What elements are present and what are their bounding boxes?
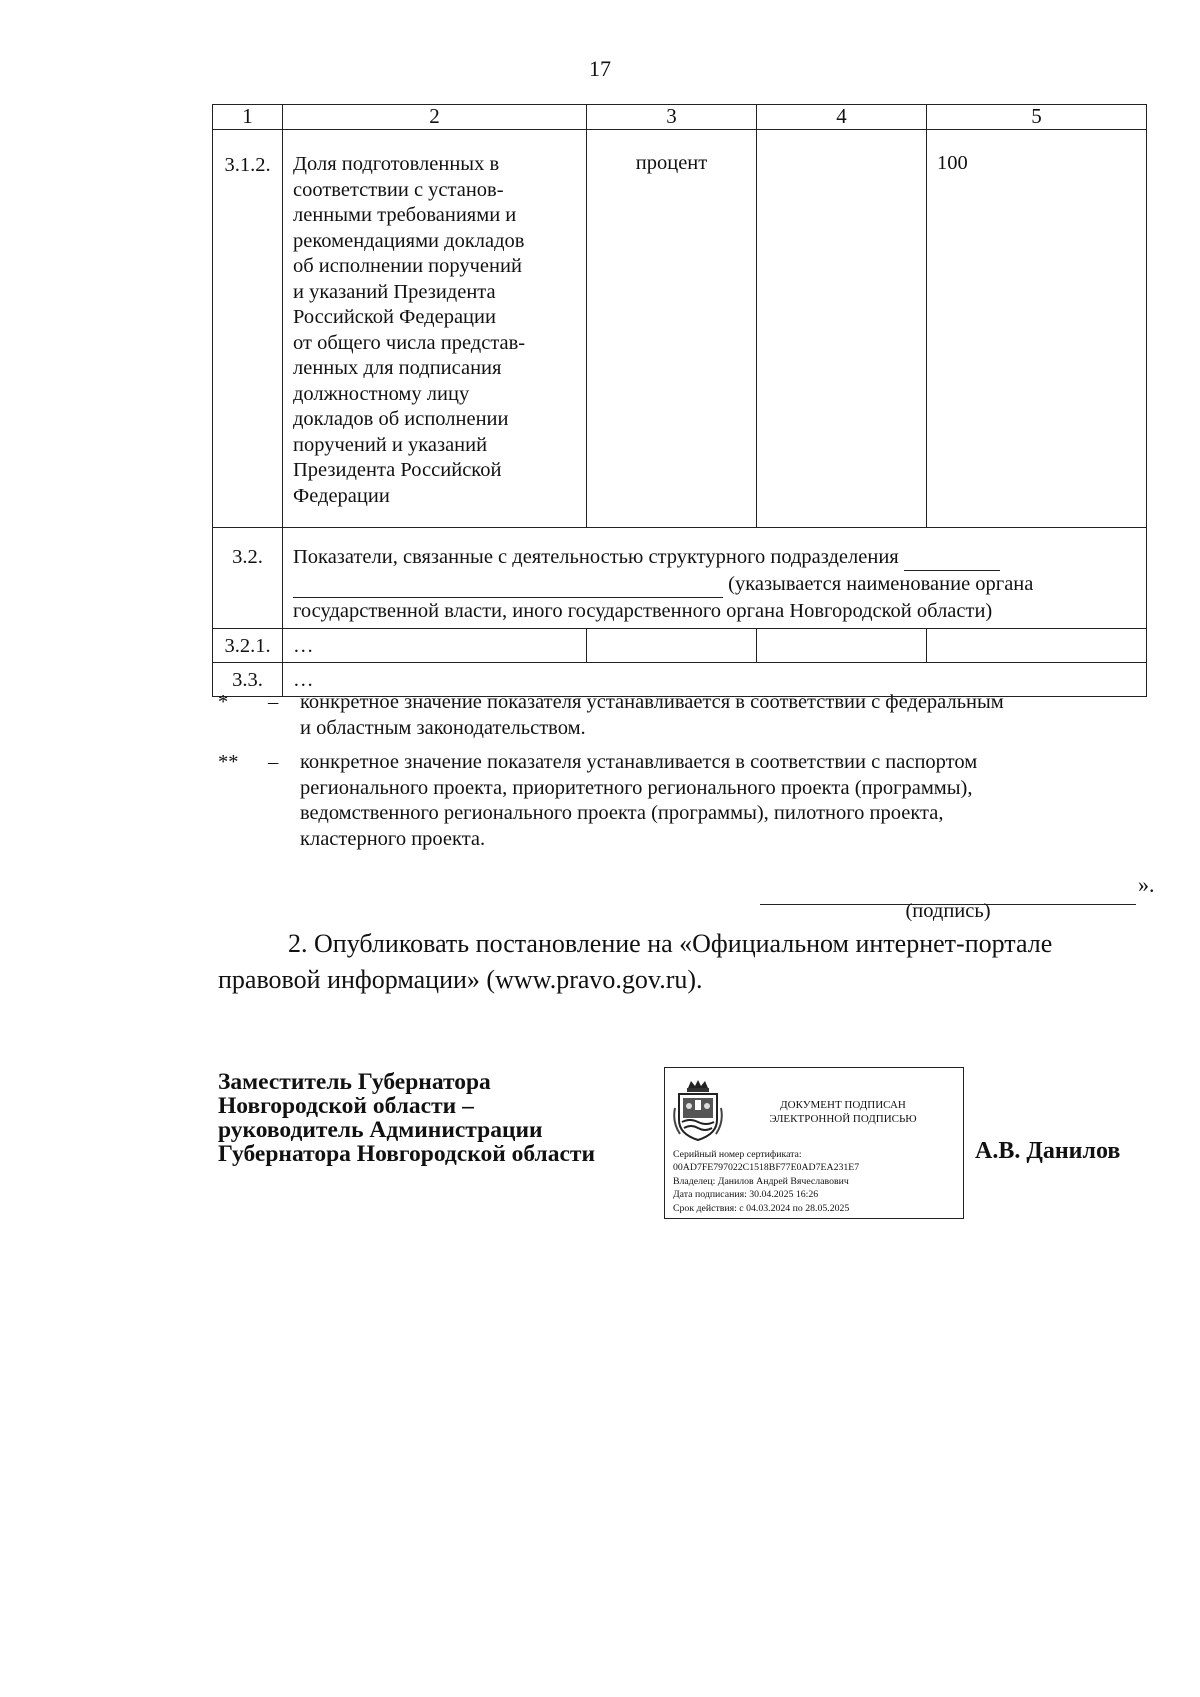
cert-label: Серийный номер сертификата: — [673, 1149, 802, 1160]
footnote-dash: – — [268, 691, 279, 713]
position-line: Губернатора Новгородской области — [218, 1141, 595, 1167]
paragraph-line: 2. Опубликовать постановление на «Официальном интернет-портале — [288, 929, 1053, 958]
section-heading-cell — [283, 528, 1147, 629]
ellipsis-cell: … — [283, 663, 1147, 697]
indicator-table — [212, 104, 1147, 697]
footnote-line: регионального проекта, приоритетного регионального проекта (программы), — [300, 776, 973, 799]
text-line: докладов об исполнении — [293, 408, 509, 430]
text-line: Доля подготовленных в — [293, 153, 500, 175]
text-line: соответствии с установ- — [293, 178, 504, 201]
row-number: 3.2. — [213, 528, 283, 629]
empty-cell — [757, 629, 927, 663]
signature-caption: (подпись) — [905, 900, 991, 922]
text-line: ленными требованиями и — [293, 204, 517, 226]
unit-cell: процент — [587, 130, 757, 528]
table-row — [213, 629, 1147, 663]
indicator-name — [283, 130, 587, 528]
novgorod-coat-of-arms-icon — [673, 1078, 723, 1144]
header-cell: 3 — [587, 105, 757, 130]
footnote-line: конкретное значение показателя устанавливается в соответствии с паспортом — [300, 751, 978, 773]
electronic-signature-stamp — [664, 1067, 964, 1219]
stamp-heading-line: ДОКУМЕНТ ПОДПИСАН — [780, 1099, 906, 1111]
section-text: государственной власти, иного государственного органа Новгородской области) — [293, 600, 993, 622]
fill-in-line — [293, 571, 723, 598]
header-cell: 5 — [927, 105, 1147, 130]
footnote-mark: * — [218, 691, 229, 713]
value-cell: 100 — [927, 130, 1147, 528]
table-row — [213, 130, 1147, 528]
header-cell: 4 — [757, 105, 927, 130]
footnote-line: кластерного проекта. — [300, 827, 486, 850]
text-line: Российской Федерации — [293, 306, 496, 328]
stamp-heading-line: ЭЛЕКТРОННОЙ ПОДПИСЬЮ — [769, 1113, 917, 1125]
stamp-heading — [727, 1098, 959, 1126]
empty-cell — [927, 629, 1147, 663]
row-number: 3.3. — [213, 663, 283, 697]
fill-in-line — [904, 544, 1000, 571]
publication-paragraph — [218, 926, 1166, 998]
text-line: от общего числа представ- — [293, 331, 526, 354]
footnote-mark: ** — [218, 751, 239, 773]
text-line: Федерации — [293, 484, 390, 507]
position-line: Заместитель Губернатора — [218, 1069, 491, 1095]
table-header-row — [213, 105, 1147, 130]
text-line: и указаний Президента — [293, 280, 496, 303]
header-cell: 1 — [213, 105, 283, 130]
footnote-line: и областным законодательством. — [300, 716, 586, 739]
position-line: руководитель Администрации — [218, 1117, 543, 1143]
section-text: (указывается наименование органа — [728, 573, 1034, 595]
page-number: 17 — [589, 56, 611, 81]
text-line: должностному лицу — [293, 382, 470, 405]
header-cell: 2 — [283, 105, 587, 130]
paragraph-line: правовой информации» (www.pravo.gov.ru). — [218, 965, 703, 994]
section-text: Показатели, связанные с деятельностью структурного подразделения — [293, 546, 899, 568]
position-line: Новгородской области – — [218, 1093, 474, 1119]
ellipsis-cell: … — [283, 629, 587, 663]
text-line: ленных для подписания — [293, 357, 502, 379]
footnote-double-star — [218, 750, 1138, 852]
row-number: 3.2.1. — [213, 629, 283, 663]
footnote-dash: – — [268, 751, 279, 773]
empty-cell — [587, 629, 757, 663]
text-line: рекомендациями докладов — [293, 229, 525, 252]
empty-cell — [757, 130, 927, 528]
validity-period: Срок действия: с 04.03.2024 по 28.05.2025 — [673, 1203, 850, 1214]
cert-number: 00AD7FE797022C1518BF77E0AD7EA231E7 — [673, 1162, 860, 1173]
signatory-name: А.В. Данилов — [975, 1138, 1121, 1164]
footnote-single-star — [218, 690, 1138, 741]
footnote-line: ведомственного регионального проекта (программы), пилотного проекта, — [300, 802, 944, 824]
closing-quote: ». — [1138, 872, 1155, 897]
cert-owner: Владелец: Данилов Андрей Вячеславович — [673, 1176, 849, 1187]
row-number: 3.1.2. — [213, 130, 283, 528]
signing-date: Дата подписания: 30.04.2025 16:26 — [673, 1189, 819, 1200]
text-line: поручений и указаний — [293, 433, 488, 456]
text-line: об исполнении поручений — [293, 255, 522, 277]
text-line: Президента Российской — [293, 459, 502, 481]
signatory-position — [218, 1070, 595, 1166]
footnote-line: конкретное значение показателя устанавливается в соответствии с федеральным — [300, 691, 1004, 713]
table-row — [213, 528, 1147, 629]
